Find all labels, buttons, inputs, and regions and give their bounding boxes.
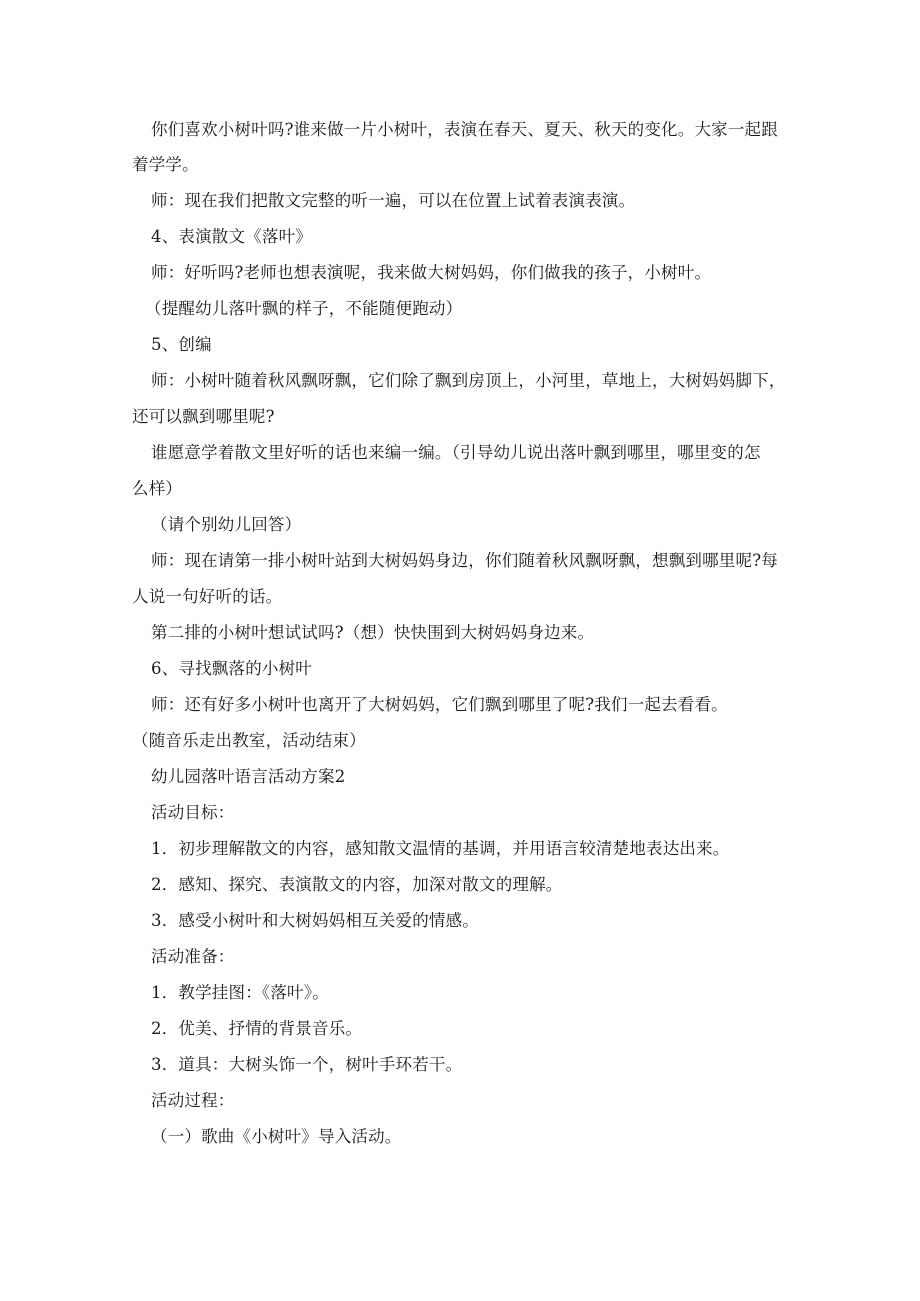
section-heading: 活动过程： (151, 1091, 235, 1110)
paragraph-line: 还可以飘到哪里呢? (132, 407, 275, 426)
section-heading: 5、创编 (151, 335, 212, 354)
paragraph-line: （请个别幼儿回答） (151, 515, 302, 534)
paragraph-line: 你们喜欢小树叶吗?谁来做一片小树叶，表演在春天、夏天、秋天的变化。大家一起跟 (151, 120, 778, 139)
list-item: 1．教学挂图：《落叶》。 (151, 983, 329, 1002)
paragraph-line: 师：小树叶随着秋风飘呀飘，它们除了飘到房顶上，小河里，草地上，大树妈妈脚下， (151, 371, 786, 390)
paragraph-line: 着学学。 (132, 155, 199, 174)
paragraph-line: 谁愿意学着散文里好听的话也来编一编。（引导幼儿说出落叶飘到哪里，哪里变的怎 (151, 443, 761, 462)
paragraph-line: （提醒幼儿落叶飘的样子，不能随便跑动） (145, 299, 463, 318)
section-heading: 6、寻找飘落的小树叶 (151, 659, 312, 678)
section-heading: （一）歌曲《小树叶》导入活动。 (151, 1127, 402, 1146)
paragraph-line: 师：好听吗?老师也想表演呢，我来做大树妈妈，你们做我的孩子，小树叶。 (151, 263, 712, 282)
section-heading: 活动目标： (151, 803, 235, 822)
paragraph-line: 师：现在我们把散文完整的听一遍，可以在位置上试着表演表演。 (151, 191, 636, 210)
paragraph-line: （随音乐走出教室，活动结束） (132, 731, 366, 750)
section-heading: 活动准备： (151, 947, 235, 966)
list-item: 2．优美、抒情的背景音乐。 (151, 1019, 363, 1038)
section-heading: 4、表演散文《落叶》 (151, 227, 312, 246)
list-item: 3．感受小树叶和大树妈妈相互关爱的情感。 (151, 911, 479, 930)
paragraph-line: 人说一句好听的话。 (132, 587, 283, 606)
paragraph-line: 么样） (132, 479, 183, 498)
document-subtitle: 幼儿园落叶语言活动方案2 (151, 767, 346, 786)
paragraph-line: 师：还有好多小树叶也离开了大树妈妈，它们飘到哪里了呢?我们一起去看看。 (151, 695, 728, 714)
list-item: 3．道具：大树头饰一个，树叶手环若干。 (151, 1055, 463, 1074)
list-item: 1．初步理解散文的内容，感知散文温情的基调，并用语言较清楚地表达出来。 (151, 839, 730, 858)
paragraph-line: 师：现在请第一排小树叶站到大树妈妈身边，你们随着秋风飘呀飘，想飘到哪里呢?每 (151, 551, 778, 570)
list-item: 2．感知、探究、表演散文的内容，加深对散文的理解。 (151, 875, 563, 894)
paragraph-line: 第二排的小树叶想试试吗?（想）快快围到大树妈妈身边来。 (151, 623, 595, 642)
